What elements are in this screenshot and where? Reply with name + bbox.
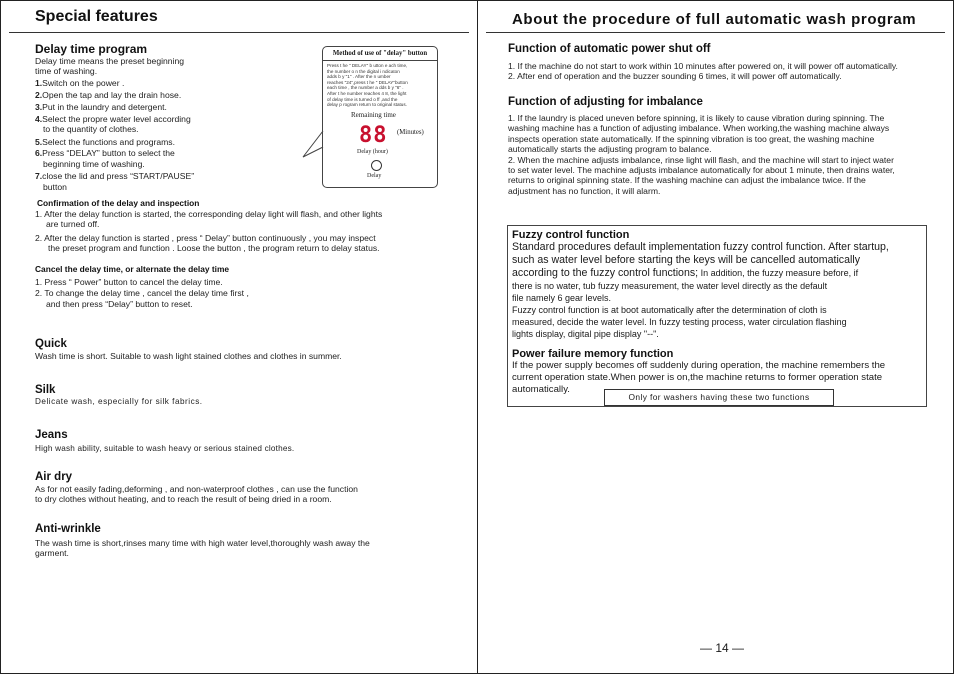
delay-step-cont: to the quantity of clothes. xyxy=(43,124,139,135)
delay-intro-line: Delay time means the preset beginning xyxy=(35,56,185,66)
shutoff-text: 1. If the machine do not start to work within 10 minutes after powered on, it will power off automatically. 2. After end of operation and the buzzer sounding 6 times, it will power off automatically. xyxy=(508,61,898,82)
jeans-text: High wash ability, suitable to wash heavy or serious stained clothes. xyxy=(35,444,295,453)
antiwrinkle-heading: Anti-wrinkle xyxy=(35,523,101,535)
delay-hour-label: Delay (hour) xyxy=(357,149,388,155)
delay-step: 3.Put in the laundry and detergent. xyxy=(35,101,167,112)
imbalance-heading: Function of adjusting for imbalance xyxy=(508,96,703,108)
right-header-bar xyxy=(486,6,945,33)
fuzzy-body: Standard procedures default implementation fuzzy control function. After startup, such as water level before starting the keys will be cancelled automatically according to the fuzzy control functions; In addition, the fuzzy measure before, if there is no water, tub fuzzy measurement, the water level directly as the default file namely 6 gear levels. Fuzzy control function is at boot automatically after the determination of cloth is measured, decide the water level. In fuzzy testing process, water circulation flashing lights display, digital pipe display "--". xyxy=(512,241,889,339)
fuzzy-box xyxy=(507,225,927,407)
silk-heading: Silk xyxy=(35,384,56,396)
imbalance-text: 1. If the laundry is placed uneven before spinning, it is likely to cause vibration during spinning. The washing machine has a function of adjusting imbalance. When working,the washing machine always inspects operation state automatically. If the spinning vibration is too great, the washing machine automatically starts the adjusting program to balance. 2. When the machine adjusts imbalance, rinse light will flash, and the machine will start to inject water to set water level. The machine adjusts imbalance automatically for about 1 minute, then drains water, returns to original spinning state. If the washing machine can adjust the imbalance twice. If the adjustment has no function, it will alarm. xyxy=(508,113,895,196)
only-washers-note: Only for washers having these two functions xyxy=(604,389,834,406)
fuzzy-heading: Fuzzy control function xyxy=(512,229,630,241)
delay-step-cont: button xyxy=(43,181,67,192)
remaining-time-label: Remaining time xyxy=(351,111,396,119)
silk-text: Delicate wash, especially for silk fabrics. xyxy=(35,397,203,406)
minutes-label: (Minutes) xyxy=(397,129,424,136)
antiwrinkle-text: The wash time is short,rinses many time with high water level,thoroughly wash away the garment. xyxy=(35,538,370,559)
quick-text: Wash time is short. Suitable to wash light stained clothes and clothes in summer. xyxy=(35,351,342,361)
digital-display: 88 xyxy=(359,123,388,148)
delay-intro xyxy=(35,56,305,77)
airdry-text: As for not easily fading,deforming , and non-waterproof clothes , can use the function to dry clothes without heating, and to reach the result of being dried in a room. xyxy=(35,484,358,505)
delay-step: 5.Select the functions and programs. xyxy=(35,136,175,147)
confirmation-heading: Confirmation of the delay and inspection xyxy=(37,198,200,208)
delay-steps xyxy=(35,78,315,192)
power-failure-heading: Power failure memory function xyxy=(512,348,674,360)
delay-button-icon xyxy=(371,160,382,171)
quick-heading: Quick xyxy=(35,338,67,350)
airdry-heading: Air dry xyxy=(35,471,73,483)
page-number: — 14 — xyxy=(700,641,745,655)
shutoff-heading: Function of automatic power shut off xyxy=(508,43,711,55)
delay-method-box xyxy=(322,46,438,188)
confirmation-body: 1. After the delay function is started, the corresponding delay light will flash, and other lights are turned off. 2. After the delay function is started , press “ Delay” button continuously , you may inspect the preset program and function . Loose the button , the program return to delay status. xyxy=(35,209,383,254)
delay-heading: Delay time program xyxy=(35,42,148,56)
delay-intro-line: time of washing. xyxy=(35,66,98,77)
page-title: Special features xyxy=(35,8,158,25)
delay-step: 6.Press “DELAY” button to select the xyxy=(35,148,175,159)
power-failure-body: If the power supply becomes off suddenly during operation, the machine remembers the current operation state.When power is on,the machine returns to former operation state automatically. xyxy=(512,360,886,395)
delay-box-title: Method of use of "delay" button xyxy=(323,47,437,61)
delay-step: 2.Open the tap and lay the drain hose. xyxy=(35,89,182,100)
jeans-heading: Jeans xyxy=(35,429,68,441)
delay-button-label: Delay xyxy=(367,173,382,179)
cancel-body: 1. Press “ Power” button to cancel the delay time. 2. To change the delay time , cancel the delay time first , and then press “Delay” button to reset. xyxy=(35,277,249,309)
delay-box-body: Press t he " DELAY" b utton e ach time, the number o n the digital i ndicaton adds b y "1" . After the n umber reaches "24",press t he " DELAY"button each time , the number a dds b y "6" . After t he number reaches 4 8, the light of delay time is turned o ff ,and the delay p rogram return to original status. xyxy=(327,63,408,108)
delay-step: 4.Select the propre water level according xyxy=(35,113,191,124)
delay-step: 7.close the lid and press “START/PAUSE” xyxy=(35,171,195,182)
page-title: About the procedure of full automatic wash program xyxy=(512,11,917,28)
cancel-heading: Cancel the delay time, or alternate the delay time xyxy=(35,264,230,274)
delay-step-cont: beginning time of washing. xyxy=(43,158,145,169)
delay-step: 1.Switch on the power . xyxy=(35,78,125,88)
left-header-bar xyxy=(9,6,469,33)
